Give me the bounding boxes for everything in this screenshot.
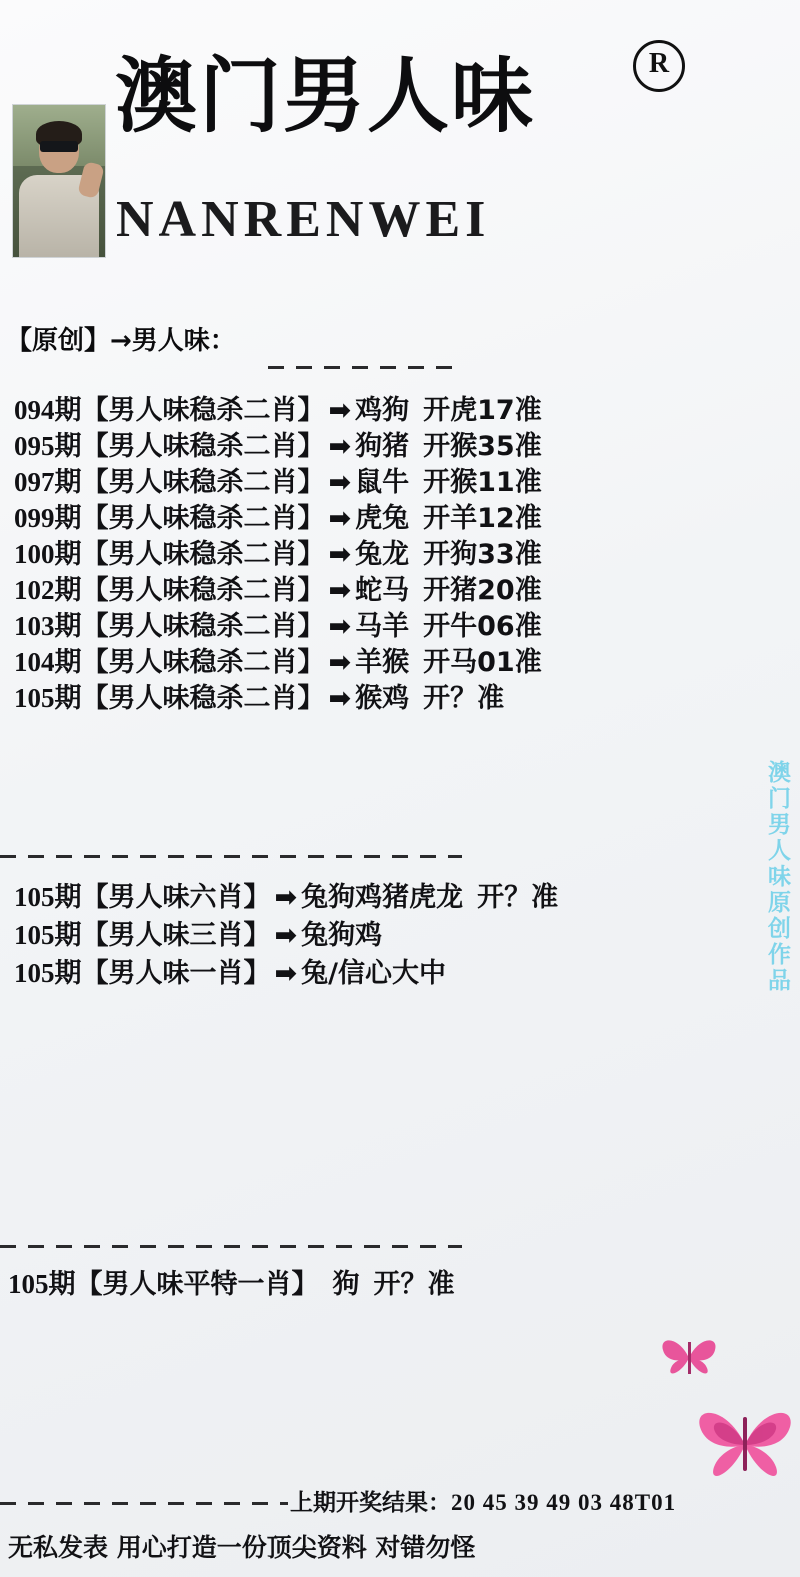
- last-draw-numbers: 20 45 39 49 03 48T01: [451, 1490, 677, 1515]
- item-picks: 虎兔: [355, 503, 410, 534]
- main-list: [14, 392, 714, 716]
- item-picks: 蛇马: [355, 575, 410, 606]
- issue-number: 099期: [14, 503, 82, 533]
- list-item: [14, 392, 714, 428]
- butterfly-icon: [690, 1395, 800, 1491]
- header: [0, 0, 800, 270]
- item-title: 【男人味稳杀二肖】: [81, 575, 325, 606]
- list-item: [14, 608, 714, 644]
- list-item: [14, 680, 714, 716]
- arrow-icon: ➡: [328, 611, 352, 642]
- item-picks: 狗: [332, 1269, 360, 1300]
- item-result: [382, 920, 396, 951]
- item-picks: 兔狗鸡: [301, 920, 383, 951]
- registered-trademark-icon: R: [633, 40, 685, 92]
- list-item: [14, 878, 734, 916]
- issue-number: 094期: [14, 395, 82, 425]
- section-label: 【原创】→男人味：: [6, 326, 236, 356]
- item-result: 开羊12准: [423, 503, 542, 534]
- arrow-icon: ➡: [328, 503, 352, 534]
- issue-number: 105期: [14, 920, 82, 950]
- item-result: 开？准: [423, 683, 505, 714]
- avatar: [12, 104, 106, 258]
- item-result: 开猴11准: [423, 467, 542, 498]
- item-title: 【男人味六肖】: [81, 882, 271, 913]
- page-title: 澳门男人味: [115, 49, 536, 144]
- list-item: [14, 572, 714, 608]
- issue-number: 105期: [14, 958, 82, 988]
- divider-2: [0, 855, 462, 858]
- item-title: 【男人味稳杀二肖】: [81, 647, 325, 678]
- arrow-icon: ➡: [328, 539, 352, 570]
- page-subtitle: NANRENWEI: [116, 191, 491, 248]
- item-result: 开猴35准: [423, 431, 542, 462]
- divider-4: [0, 1502, 288, 1505]
- avatar-arm: [77, 161, 105, 199]
- issue-number: 105期: [8, 1269, 76, 1299]
- list-item: [14, 954, 734, 992]
- issue-number: 105期: [14, 683, 82, 713]
- item-picks: 兔/信心大中: [301, 958, 446, 989]
- item-picks: 猴鸡: [355, 683, 410, 714]
- issue-number: 097期: [14, 467, 82, 497]
- item-picks: 羊猴: [355, 647, 410, 678]
- item-title: 【男人味稳杀二肖】: [81, 611, 325, 642]
- item-result: 开牛06准: [423, 611, 542, 642]
- item-picks: 鸡狗: [355, 395, 410, 426]
- item-title: 【男人味稳杀二肖】: [81, 503, 325, 534]
- list-item: [14, 536, 714, 572]
- arrow-icon: ➡: [274, 920, 298, 951]
- divider-1: [268, 366, 464, 369]
- issue-number: 095期: [14, 431, 82, 461]
- list-item: [14, 428, 714, 464]
- footer-slogan: 无私发表 用心打造一份顶尖资料 对错勿怪: [8, 1533, 476, 1562]
- list-item: [14, 916, 734, 954]
- list-item: [8, 1265, 728, 1303]
- item-picks: 马羊: [355, 611, 410, 642]
- item-title: 【男人味一肖】: [81, 958, 271, 989]
- item-result: 开？准: [477, 882, 559, 913]
- list-item: [14, 644, 714, 680]
- item-result: 开虎17准: [423, 395, 542, 426]
- issue-number: 105期: [14, 882, 82, 912]
- item-picks: 兔龙: [355, 539, 410, 570]
- item-title: 【男人味稳杀二肖】: [81, 539, 325, 570]
- item-picks: 鼠牛: [355, 467, 410, 498]
- arrow-icon: ➡: [328, 575, 352, 606]
- item-title: 【男人味稳杀二肖】: [81, 395, 325, 426]
- issue-number: 103期: [14, 611, 82, 641]
- item-result: 开猪20准: [423, 575, 542, 606]
- arrow-icon: ➡: [328, 647, 352, 678]
- item-title: 【男人味稳杀二肖】: [81, 431, 325, 462]
- item-picks: 狗猪: [355, 431, 410, 462]
- issue-number: 102期: [14, 575, 82, 605]
- item-result: 开？准: [373, 1269, 455, 1300]
- item-result: 开狗33准: [423, 539, 542, 570]
- item-title: 【男人味稳杀二肖】: [81, 467, 325, 498]
- second-list: [14, 878, 734, 992]
- arrow-icon: ➡: [274, 958, 298, 989]
- last-draw-label: 上期开奖结果：: [290, 1490, 451, 1516]
- list-item: [14, 464, 714, 500]
- arrow-icon: ➡: [328, 683, 352, 714]
- item-title: 【男人味平特一肖】: [75, 1269, 319, 1300]
- third-list: [8, 1265, 728, 1303]
- item-result: [446, 958, 460, 989]
- arrow-icon: ➡: [328, 467, 352, 498]
- item-picks: 兔狗鸡猪虎龙: [301, 882, 464, 913]
- list-item: [14, 500, 714, 536]
- divider-3: [0, 1245, 462, 1248]
- arrow-icon: ➡: [328, 395, 352, 426]
- sunglasses-icon: [40, 141, 78, 152]
- item-result: 开马01准: [423, 647, 542, 678]
- watermark: 澳门男人味原创作品: [764, 760, 790, 994]
- arrow-icon: ➡: [328, 431, 352, 462]
- arrow-icon: ➡: [274, 882, 298, 913]
- last-draw-result: [290, 1484, 676, 1517]
- butterfly-icon: [655, 1330, 725, 1386]
- issue-number: 100期: [14, 539, 82, 569]
- issue-number: 104期: [14, 647, 82, 677]
- item-title: 【男人味稳杀二肖】: [81, 683, 325, 714]
- item-title: 【男人味三肖】: [81, 920, 271, 951]
